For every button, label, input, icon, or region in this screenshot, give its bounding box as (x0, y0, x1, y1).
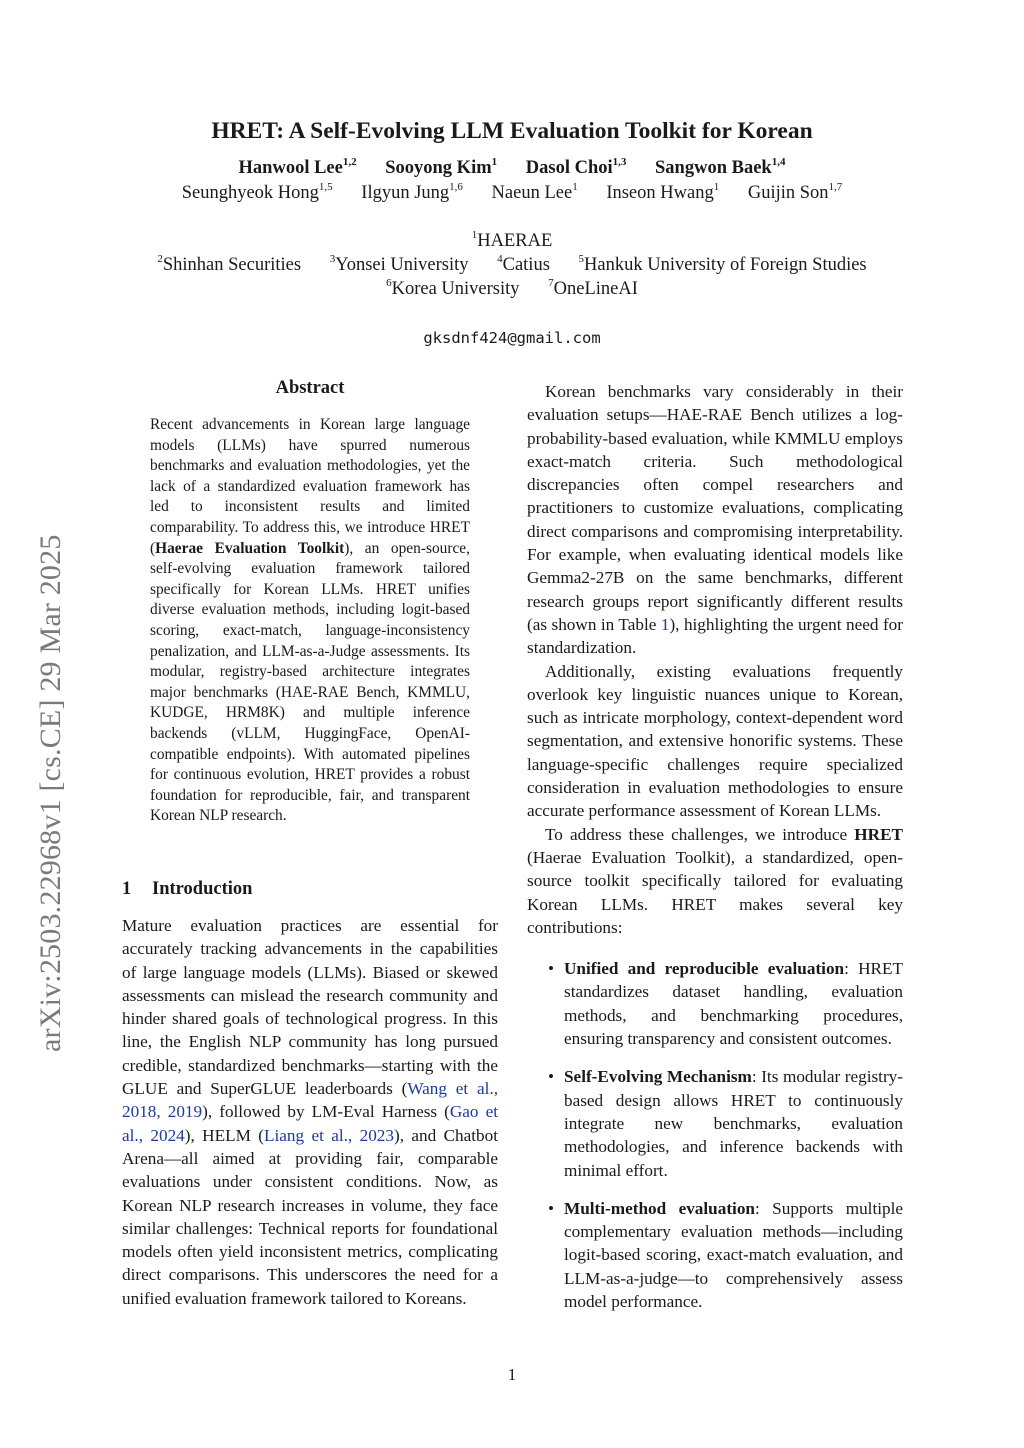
affiliation: $^2$Shinhan Securities (157, 252, 302, 275)
affiliation: $^3$Yonsei University (329, 252, 469, 275)
contact-email[interactable]: gksdnf424@gmail.com (423, 329, 601, 347)
author-name: Hanwool Lee$^{1,2}$ (238, 155, 357, 178)
paragraph: Korean benchmarks vary considerably in their evaluation setups—HAE-RAE Bench utilizes a log-probability-based evaluation, while KMMLU employs exact-match criteria. Such methodological discrepancies often compel researchers and practitioners to customize evaluations, complicating direct comparisons and compromising interpretability. For example, when evaluating identical models like Gemma2-27B on the same benchmarks, different research groups report significantly different results (as shown in Table 1), highlighting the urgent need for standardization. (527, 382, 903, 658)
paragraph: Mature evaluation practices are essential for accurately tracking advancements in the capabilities of large language models (LLMs). Biased or skewed assessments can mislead the research community and hinder shared goals of technological progress. In this line, the English NLP community has long pursued credible, standardized benchmarks—starting with the GLUE and SuperGLUE leaderboards (Wang et al., 2018, 2019), followed by LM-Eval Harness (Gao et al., 2024), HELM (Liang et al., 2023), and Chatbot Arena—all aimed at providing fair, comparable evaluations under consistent conditions. Now, as Korean NLP research increases in volume, they face similar challenges: Technical reports for foundational models often yield inconsistent metrics, complicating direct comparisons. This underscores the need for a unified evaluation framework tailored to Koreans. (122, 916, 499, 1308)
affiliation-row3 (0, 276, 1024, 300)
list-item: • Self-Evolving Mechanism: Its modular registry-based design allows HRET to continuously integrate new benchmarks, evaluation methodologies, and inference backends with minimal effort. (548, 1067, 903, 1180)
section-title: Introduction (152, 879, 253, 899)
paragraph: To address these challenges, we introduce HRET (Haerae Evaluation Toolkit), a standardized, open-source toolkit specifically tailored for evaluating Korean LLMs. HRET makes several key contributions: (527, 824, 903, 937)
abstract-body: Recent advancements in Korean large language models (LLMs) have spurred numerous benchmarks and evaluation methodologies, yet the lack of a standardized evaluation framework has led to inconsistent results and limited comparability. To address this, we introduce HRET (Haerae Evaluation Toolkit), an open-source, self-evolving evaluation framework tailored specifically for Korean LLMs. HRET unifies diverse evaluation methods, including logit-based scoring, exact-match, language-inconsistency penalization, and LLM-as-a-Judge assessments. Its modular, registry-based architecture integrates major benchmarks (HAE-RAE Bench, KMMLU, KUDGE, HRM8K) and multiple inference backends (vLLM, HuggingFace, OpenAI-compatible endpoints). With automated pipelines for continuous evolution, HRET provides a robust foundation for reproducible, fair, and transparent Korean NLP research. (150, 416, 470, 825)
bullet-icon: • (548, 1198, 555, 1218)
arxiv-identifier-stamp: arXiv:2503.22968v1 [cs.CE] 29 Mar 2025 (34, 534, 67, 1052)
author-name: Guijin Son$^{1,7}$ (747, 180, 843, 203)
author-name: Naeun Lee$^1$ (491, 180, 578, 203)
page-number: 1 (507, 1365, 517, 1384)
contribution-list (527, 957, 903, 1313)
author-list-row1 (0, 155, 1024, 179)
list-item: • Unified and reproducible evaluation: HRET standardizes dataset handling, evaluation methods, and benchmarking procedures, ensuring transparency and consistent outcomes. (548, 959, 903, 1049)
author-name: Sangwon Baek$^{1,4}$ (655, 155, 786, 178)
author-name: Seunghyeok Hong$^{1,5}$ (181, 180, 333, 203)
introduction-body (122, 914, 498, 1310)
list-item: • Multi-method evaluation: Supports multiple complementary evaluation methods—including logit-based scoring, exact-match evaluation, and LLM-as-a-judge—to comprehensively assess model performance. (548, 1198, 904, 1311)
affiliation-row1 (0, 228, 1024, 252)
table-reference-link[interactable]: 1 (660, 614, 670, 634)
affiliation: $^6$Korea University (386, 276, 520, 299)
abstract-bold-term: Haerae Evaluation Toolkit (155, 539, 345, 557)
author-name: Dasol Choi$^{1,3}$ (525, 155, 627, 178)
bullet-icon: • (548, 1067, 555, 1087)
citation-link[interactable]: Liang et al., 2023 (263, 1125, 394, 1145)
affiliation: $^1$HAERAE (471, 228, 553, 251)
affiliation-row2 (0, 252, 1024, 276)
paper-title: HRET: A Self-Evolving LLM Evaluation Toolkit for Korean (211, 118, 813, 144)
abstract-heading: Abstract (275, 378, 345, 398)
bullet-icon: • (548, 959, 555, 979)
affiliation: $^4$Catius (497, 252, 550, 275)
author-name: Sooyong Kim$^1$ (385, 155, 498, 178)
section-number: 1 (122, 879, 132, 899)
affiliation: $^7$OneLineAI (548, 276, 638, 299)
paragraph: Additionally, existing evaluations frequently overlook key linguistic nuances unique to Korean, such as intricate morphology, context-dependent word segmentation, and extensive honorific systems. These language-specific challenges require specialized consideration in evaluation methodologies to ensure accurate performance assessment of Korean LLMs. (527, 661, 903, 821)
author-list-row2 (0, 180, 1024, 204)
citation-link[interactable]: Gao et al., 2024 (122, 1102, 499, 1145)
author-name: Ilgyun Jung$^{1,6}$ (361, 180, 463, 203)
author-name: Inseon Hwang$^1$ (606, 180, 720, 203)
affiliation: $^5$Hankuk University of Foreign Studies (578, 252, 867, 275)
citation-link[interactable]: Wang et al., 2018, 2019 (122, 1079, 498, 1122)
right-column-body (527, 380, 903, 1328)
section-heading-introduction (122, 879, 498, 900)
